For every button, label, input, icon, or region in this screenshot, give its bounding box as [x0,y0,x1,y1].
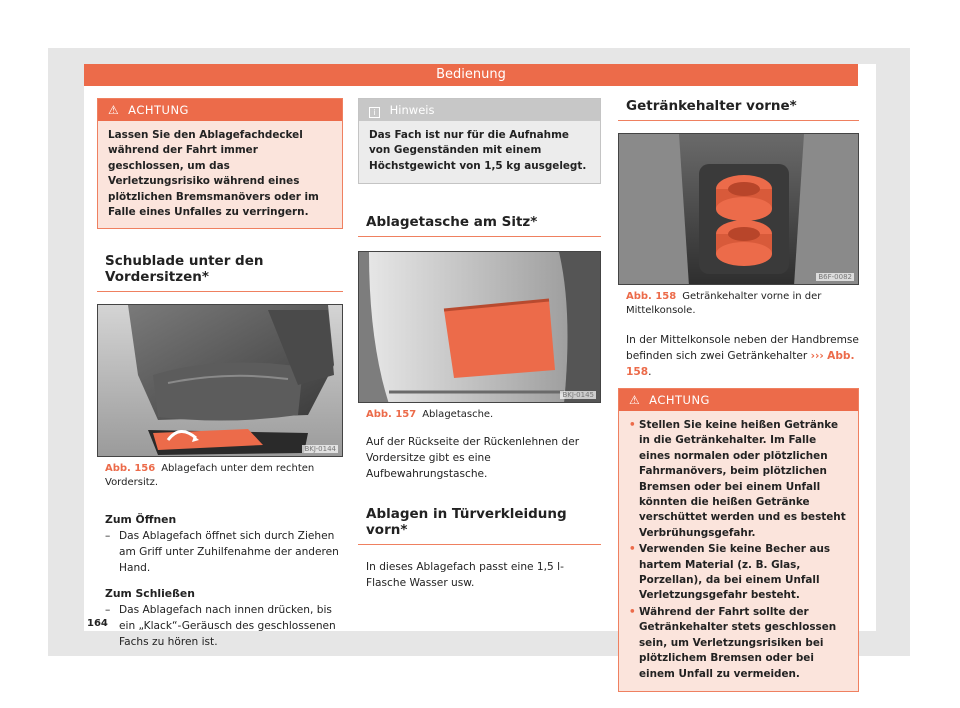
warning-header [619,389,858,411]
hint-box [358,98,601,184]
hint-text: Das Fach ist nur für die Aufnahme von Gegenständen mit einem Höchstgewicht von 1,5 kg ausgelegt. [369,129,587,172]
figure-caption-text: Getränkehalter vorne in der Mittelkonsole. [626,291,822,316]
warning-text: Lassen Sie den Ablagefachdeckel während der Fahrt immer geschlossen, um das Verletzungsrisiko während eines plötzlichen Bremsmanövers oder im Falle eines Unfalles zu verringern. [108,129,319,219]
figure-caption [618,290,859,318]
cup-holder-image [619,134,859,285]
warning-bullet-text: Stellen Sie keine heißen Getränke in die Getränkehalter. Im Falle eines normalen oder plötzlichen Fahrmanövers, beim plötzlichen Bremsen oder bei einem Unfall könnten die heißen Getränke verschüttet werden und es besteht Verbrühungsgefahr. [639,419,846,539]
dash-marker: – [105,530,111,543]
body-paragraph: Auf der Rückseite der Rückenlehnen der Vordersitze gibt es eine Aufbewahrungstasche. [366,436,580,481]
figure-reference-link[interactable]: Abb. 158 [626,350,855,378]
figure-code: BKJ-0145 [562,391,594,400]
open-heading: Zum Öffnen [105,513,177,527]
body-paragraph: In dieses Ablagefach passt eine 1,5 l-Flasche Wasser usw. [366,561,564,590]
warning-title: ACHTUNG [649,393,710,407]
column-left [97,98,343,650]
open-step [97,528,343,576]
column-middle [358,98,601,591]
close-heading: Zum Schließen [105,587,195,601]
info-icon: i [369,107,380,118]
dash-marker: – [105,604,111,617]
figure-code: B6F-0082 [818,273,852,281]
warning-box [618,388,859,692]
figure-reference-arrow: ››› [810,350,824,362]
body-text-end: . [648,366,652,378]
figure-seat-drawer [97,304,343,457]
figure-number: Abb. 156 [105,463,156,475]
section-title: Schublade unter den Vordersitzen* [97,253,343,292]
warning-bullet [629,605,848,682]
section-title: Ablagetasche am Sitz* [358,214,601,237]
bullet-marker: • [629,605,636,618]
section-header: Bedienung [84,64,858,86]
warning-list [619,411,858,691]
figure-caption-text: Ablagetasche. [422,409,494,421]
figure-seat-pocket [358,251,601,403]
hint-header [359,99,600,121]
column-right [618,98,859,692]
close-step-text: Das Ablagefach nach innen drücken, bis ein „Klack“-Geräusch des geschlossenen Fachs zu hören ist. [119,604,336,649]
body-paragraph [618,332,859,380]
figure-number: Abb. 157 [366,409,417,421]
warning-box [97,98,343,229]
figure-caption [358,408,601,422]
warning-icon: ⚠ [108,103,120,117]
warning-header [98,99,342,121]
warning-bullet [629,542,848,604]
seat-pocket-image [359,252,601,403]
warning-bullet [629,418,848,541]
hint-title: Hinweis [389,103,435,117]
body-text: In der Mittelkonsole neben der Handbremse befinden sich zwei Getränkehalter [626,334,859,362]
warning-bullet-text: Verwenden Sie keine Becher aus hartem Material (z. B. Glas, Porzellan), da bei einem Unfall Verletzungsgefahr besteht. [639,543,831,602]
figure-code: BKJ-0144 [304,445,336,454]
warning-title: ACHTUNG [128,103,189,117]
seat-drawer-image [98,305,343,457]
bullet-marker: • [629,543,636,556]
warning-icon: ⚠ [629,393,641,407]
figure-caption-text: Ablagefach unter dem rechten Vordersitz. [105,463,315,489]
section-title: Ablagen in Türverkleidung vorn* [358,506,601,545]
bullet-marker: • [629,419,636,431]
section-title: Getränkehalter vorne* [618,98,859,121]
open-step-text: Das Ablagefach öffnet sich durch Ziehen am Griff unter Zuhilfenahme der anderen Hand. [119,530,339,575]
warning-bullet-text: Während der Fahrt sollte der Getränkehalter stets geschlossen sein, um Verletzungsrisiken bei plötzlichem Bremsen oder bei einem Unfall zu vermeiden. [639,605,837,680]
figure-number: Abb. 158 [626,291,677,302]
figure-caption [97,462,343,490]
figure-cup-holder [618,133,859,285]
page-number: 164 [87,618,108,629]
close-step [97,602,343,650]
